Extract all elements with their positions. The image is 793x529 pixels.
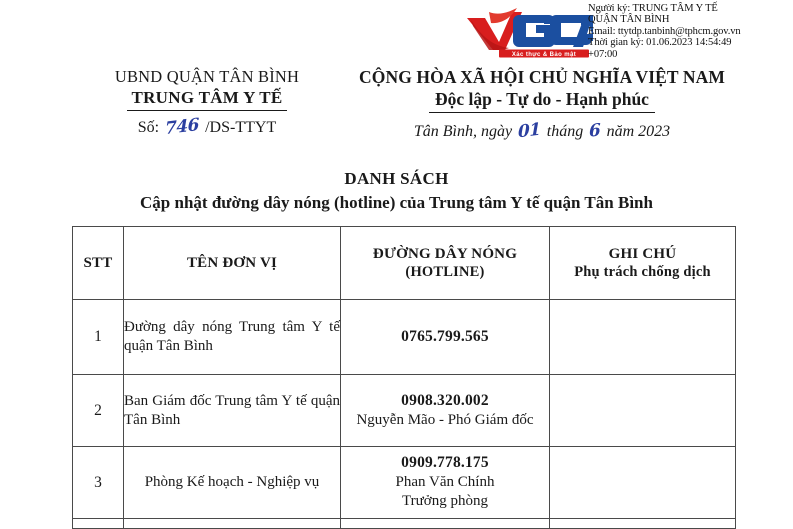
row-note: [550, 447, 736, 519]
signature-line-time: Thời gian ký: 01.06.2023 14:54:49: [588, 37, 732, 49]
document-title: DANH SÁCH: [344, 169, 449, 188]
signature-line-signer: Người ký: TRUNG TÂM Y TẾ: [588, 3, 718, 14]
column-header-stt: STT: [73, 227, 124, 300]
hotline-table: [72, 226, 736, 529]
row-hotline-number: 0909.778.175: [401, 454, 489, 472]
table-row: [73, 375, 736, 447]
table-header-row: [73, 227, 736, 300]
date-year-label: năm: [606, 123, 635, 140]
row-index: 3: [73, 447, 124, 519]
date-place-prefix: Tân Bình, ngày: [413, 123, 513, 140]
date-day: 01: [518, 119, 541, 143]
table-row: [73, 300, 736, 375]
row-note: [550, 375, 736, 447]
row-hotline: [341, 519, 550, 529]
document-number-value: 746: [165, 114, 200, 140]
row-hotline-role: Trưởng phòng: [402, 493, 488, 510]
column-header-hotline-main: ĐƯỜNG DÂY NÓNG: [372, 245, 518, 262]
document-number-suffix: /DS-TTYT: [205, 119, 277, 136]
digital-signature-stamp: [462, 2, 793, 60]
signature-line-email: Email: ttytdp.tanbinh@tphcm.gov.vn: [588, 25, 741, 37]
row-unit-name: [124, 519, 341, 529]
date-month-label: tháng: [546, 123, 584, 140]
row-hotline: [341, 447, 550, 519]
row-unit-name: Phòng Kế hoạch - Nghiệp vụ: [124, 447, 341, 519]
authority-name: TRUNG TÂM Y TẾ: [127, 87, 286, 111]
date-line: [342, 119, 742, 144]
signature-details: [588, 3, 793, 60]
vgca-logo: [465, 6, 593, 58]
row-hotline-number: 0908.320.002: [401, 392, 489, 409]
row-hotline: [341, 375, 550, 447]
document-number-line: [72, 114, 342, 141]
row-unit-name: Ban Giám đốc Trung tâm Y tế quận Tân Bình: [124, 375, 341, 447]
row-hotline-number: 0765.799.565: [401, 328, 489, 346]
column-header-note-main: GHI CHÚ: [608, 245, 677, 262]
svg-text:Xác thực & Bảo mật: Xác thực & Bảo mật: [511, 52, 577, 58]
authority-parent-name: UBND QUẬN TÂN BÌNH: [114, 67, 300, 86]
column-header-note: [550, 227, 736, 300]
row-index: [73, 519, 124, 529]
row-hotline-person: Phan Văn Chính: [395, 473, 495, 490]
vgca-logo-icon: [465, 6, 593, 58]
date-year: 2023: [638, 123, 671, 140]
row-note: [550, 519, 736, 529]
table-row-partial: [73, 519, 736, 529]
header-issuing-authority: [72, 66, 342, 141]
row-hotline-person: Nguyễn Mão - Phó Giám đốc: [356, 411, 534, 428]
column-header-hotline: [341, 227, 550, 300]
column-header-unit: TÊN ĐƠN VỊ: [124, 227, 341, 300]
date-month: 6: [589, 120, 601, 142]
national-motto: Độc lập - Tự do - Hạnh phúc: [429, 88, 655, 113]
country-name: CỘNG HÒA XÃ HỘI CHỦ NGHĨA VIỆT NAM: [359, 67, 725, 87]
table-row: [73, 447, 736, 519]
row-unit-name: Đường dây nóng Trung tâm Y tế quận Tân Bình: [124, 300, 341, 375]
signature-line-timezone: +07:00: [588, 48, 618, 60]
header-national-heading: [342, 66, 742, 144]
document-subtitle: Cập nhật đường dây nóng (hotline) của Trung tâm Y tế quận Tân Bình: [140, 193, 653, 212]
row-note: [550, 300, 736, 375]
signature-line-org: QUẬN TÂN BÌNH: [588, 14, 670, 26]
row-hotline: [341, 300, 550, 375]
column-header-note-sub: Phụ trách chống dịch: [574, 264, 711, 280]
row-index: 1: [73, 300, 124, 375]
document-number-label: Số:: [137, 119, 160, 136]
column-header-hotline-sub: (HOTLINE): [405, 264, 485, 280]
row-index: 2: [73, 375, 124, 447]
